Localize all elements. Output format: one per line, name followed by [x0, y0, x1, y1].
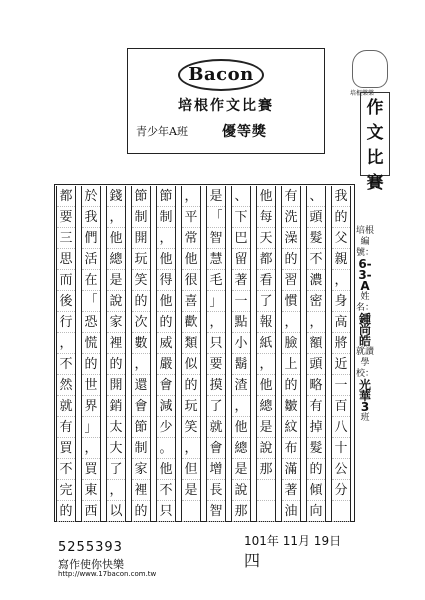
grid-cell: 濃 [307, 270, 325, 291]
grid-cell: 。 [157, 438, 175, 459]
grid-cell: 著 [282, 480, 300, 501]
grid-cell: 油 [282, 501, 300, 522]
grid-cell: ， [57, 333, 75, 354]
grid-cell: 節 [132, 186, 150, 207]
grid-cell: 智 [207, 501, 225, 522]
grid-cell [182, 501, 200, 522]
vertical-char: 賽 [366, 173, 384, 193]
grid-cell: 是 [207, 186, 225, 207]
grid-cell: 似 [182, 354, 200, 375]
grid-cell: 家 [132, 459, 150, 480]
grid-cell: 但 [182, 459, 200, 480]
grid-cell: ， [157, 228, 175, 249]
grid-cell: 的 [307, 459, 325, 480]
essay-column [131, 186, 151, 522]
grid-cell: 有 [307, 396, 325, 417]
grid-cell: 百 [332, 396, 350, 417]
grid-cell: 喜 [182, 291, 200, 312]
grid-cell: 次 [132, 312, 150, 333]
essay-column [306, 186, 326, 522]
student-info [356, 226, 375, 536]
grid-cell: 玩 [132, 249, 150, 270]
grid-cell: 略 [307, 375, 325, 396]
grid-cell: ， [182, 186, 200, 207]
grid-cell: ， [107, 480, 125, 501]
grid-cell: 的 [332, 207, 350, 228]
grid-cell: 三 [57, 228, 75, 249]
grid-cell: 增 [207, 459, 225, 480]
grid-cell: 習 [282, 270, 300, 291]
grid-cell: 一 [232, 291, 250, 312]
grid-cell: 十 [332, 438, 350, 459]
grid-cell: 分 [332, 480, 350, 501]
grid-cell: 高 [332, 312, 350, 333]
grid-cell: 鬍 [232, 354, 250, 375]
grid-cell: 的 [157, 312, 175, 333]
grid-cell: 我 [82, 207, 100, 228]
grid-cell: 一 [332, 375, 350, 396]
grid-cell: 我 [332, 186, 350, 207]
grid-cell: 們 [82, 228, 100, 249]
grid-cell: 不 [307, 249, 325, 270]
grid-cell: 「 [207, 207, 225, 228]
grid-cell: 少 [157, 417, 175, 438]
grid-cell: 界 [82, 396, 100, 417]
grid-cell: 留 [232, 249, 250, 270]
grid-cell: 節 [157, 186, 175, 207]
grid-cell: 買 [82, 459, 100, 480]
grid-cell [257, 480, 275, 501]
footer-url: http://www.17bacon.com.tw [58, 570, 157, 578]
grid-cell: 父 [332, 228, 350, 249]
grid-cell: 毛 [207, 270, 225, 291]
grid-cell: 他 [257, 186, 275, 207]
school-label: 就讀學校： [356, 347, 375, 379]
grade-number: 3 [360, 400, 370, 414]
grid-cell: 世 [82, 375, 100, 396]
grid-cell: 他 [232, 417, 250, 438]
grid-cell: 下 [232, 207, 250, 228]
grid-cell: 就 [207, 417, 225, 438]
grid-cell: 不 [57, 354, 75, 375]
grid-cell: 是 [182, 480, 200, 501]
grid-cell: 傾 [307, 480, 325, 501]
grid-cell: ， [282, 312, 300, 333]
grid-cell: 不 [157, 480, 175, 501]
grid-cell: 有 [282, 186, 300, 207]
grid-cell: 的 [282, 375, 300, 396]
grid-cell: 、 [307, 186, 325, 207]
grid-cell: 「 [82, 291, 100, 312]
grid-cell: 的 [132, 291, 150, 312]
grid-cell: 他 [157, 291, 175, 312]
grid-cell: ， [82, 438, 100, 459]
grid-cell: 」 [82, 417, 100, 438]
grid-cell: 的 [282, 249, 300, 270]
grid-cell: 數 [132, 333, 150, 354]
grid-cell: 都 [257, 249, 275, 270]
grid-cell: 大 [107, 438, 125, 459]
grid-cell: 澡 [282, 228, 300, 249]
grid-cell: 是 [257, 417, 275, 438]
grid-cell: 嚴 [157, 354, 175, 375]
grid-cell: 總 [107, 249, 125, 270]
grid-cell: 頭 [307, 207, 325, 228]
grid-cell: ， [132, 354, 150, 375]
grid-cell: 慣 [282, 291, 300, 312]
grid-cell: 髮 [307, 228, 325, 249]
grid-cell: 了 [257, 291, 275, 312]
grid-cell [257, 501, 275, 522]
page-number: 四 [244, 551, 261, 570]
grid-cell: 了 [207, 396, 225, 417]
grid-cell: 只 [207, 333, 225, 354]
grid-cell: 他 [157, 249, 175, 270]
grid-cell: 那 [232, 501, 250, 522]
grid-cell: 在 [82, 270, 100, 291]
grid-cell: ， [307, 312, 325, 333]
essay-column [231, 186, 251, 522]
grid-cell: 總 [257, 396, 275, 417]
grid-cell: 總 [232, 438, 250, 459]
grid-cell: 的 [82, 354, 100, 375]
grid-cell: 常 [182, 228, 200, 249]
grid-cell: 將 [332, 333, 350, 354]
grid-cell: 活 [82, 249, 100, 270]
essay-column [206, 186, 226, 522]
grid-cell: 買 [57, 438, 75, 459]
grid-cell: 那 [257, 459, 275, 480]
grid-cell: 每 [257, 207, 275, 228]
grid-cell: 慌 [82, 333, 100, 354]
number-label: 培根編號： [356, 226, 375, 258]
grid-cell: ， [232, 396, 250, 417]
grid-cell: 」 [207, 291, 225, 312]
grid-cell: 親 [332, 249, 350, 270]
vertical-char: 文 [366, 123, 384, 143]
contest-title: 培根作文比賽 [178, 98, 274, 114]
grid-cell: 後 [57, 291, 75, 312]
grid-cell: 制 [157, 207, 175, 228]
essay-column [256, 186, 276, 522]
vertical-char: 作 [366, 98, 384, 118]
document-code: 5255393 [58, 540, 123, 555]
grid-cell: 有 [57, 417, 75, 438]
grid-cell: 完 [57, 480, 75, 501]
grid-cell: 著 [232, 270, 250, 291]
grid-cell: ， [332, 270, 350, 291]
grid-cell: 要 [57, 207, 75, 228]
grid-cell: ， [257, 354, 275, 375]
grid-cell: 類 [182, 333, 200, 354]
grid-cell: 行 [57, 312, 75, 333]
header-box [127, 48, 325, 154]
student-name: 鍾尚皓 [358, 312, 371, 348]
grid-cell: 太 [107, 417, 125, 438]
essay-column [56, 186, 76, 522]
grid-cell: 滿 [282, 459, 300, 480]
grid-cell: 的 [107, 354, 125, 375]
school-name: 光華 [358, 378, 371, 403]
contest-vertical-title [360, 92, 390, 193]
essay-column [331, 186, 351, 522]
grid-cell: 掉 [307, 417, 325, 438]
grid-cell: 銷 [107, 396, 125, 417]
grid-cell: 於 [82, 186, 100, 207]
grid-cell: 玩 [182, 396, 200, 417]
grid-cell: 笑 [132, 270, 150, 291]
essay-column [106, 186, 126, 522]
grid-cell: 裡 [132, 480, 150, 501]
grid-cell: 然 [57, 375, 75, 396]
grid-cell: 都 [57, 186, 75, 207]
grid-cell: 說 [257, 438, 275, 459]
class-suffix: 班 [360, 413, 370, 423]
grid-cell: 西 [82, 501, 100, 522]
grid-cell: 巴 [232, 228, 250, 249]
grid-cell: 摸 [207, 375, 225, 396]
grid-cell: ， [182, 438, 200, 459]
grid-cell: 恐 [82, 312, 100, 333]
grid-cell: 皺 [282, 396, 300, 417]
grid-cell: 小 [232, 333, 250, 354]
grid-cell: 制 [132, 207, 150, 228]
grid-cell: 是 [107, 270, 125, 291]
grid-cell: 笑 [182, 417, 200, 438]
grid-cell: 看 [257, 270, 275, 291]
essay-column [81, 186, 101, 522]
grid-cell: 錢 [107, 186, 125, 207]
class-label: 青少年A班 [136, 125, 188, 138]
grid-cell: 長 [207, 480, 225, 501]
grid-cell: 的 [182, 375, 200, 396]
grid-cell: 報 [257, 312, 275, 333]
essay-column [156, 186, 176, 522]
grid-cell: 髮 [307, 438, 325, 459]
essay-column [181, 186, 201, 522]
grid-cell: 紙 [257, 333, 275, 354]
mascot-icon [352, 50, 388, 88]
grid-cell [332, 501, 350, 522]
grid-cell: 點 [232, 312, 250, 333]
grid-cell: 只 [157, 501, 175, 522]
grid-cell: 歡 [182, 312, 200, 333]
grid-cell: 臉 [282, 333, 300, 354]
grid-cell: 減 [157, 396, 175, 417]
grid-cell: 很 [182, 270, 200, 291]
grid-cell: 智 [207, 228, 225, 249]
grid-cell: ， [207, 312, 225, 333]
grid-cell: 就 [57, 396, 75, 417]
grid-cell: 得 [157, 270, 175, 291]
date-stamp: 101年 11月 19日 [244, 534, 342, 548]
grid-cell: 會 [132, 396, 150, 417]
grid-cell: 了 [107, 459, 125, 480]
grid-cell: 八 [332, 417, 350, 438]
grid-cell: 近 [332, 354, 350, 375]
award-label: 優等獎 [222, 124, 267, 140]
essay-column [281, 186, 301, 522]
grid-cell: 而 [57, 270, 75, 291]
grid-cell: 以 [107, 501, 125, 522]
grid-cell: 公 [332, 459, 350, 480]
grid-cell: 是 [232, 459, 250, 480]
grid-cell: 、 [232, 186, 250, 207]
grid-cell: 開 [132, 228, 150, 249]
grid-cell: 平 [182, 207, 200, 228]
mascot-caption: 培根樂樂 [350, 90, 375, 97]
grid-cell: 說 [107, 291, 125, 312]
grid-cell: 身 [332, 291, 350, 312]
grid-cell: 的 [57, 501, 75, 522]
grid-cell: 洗 [282, 207, 300, 228]
grid-cell: ， [107, 207, 125, 228]
grid-cell: 會 [207, 438, 225, 459]
grid-cell: 他 [107, 228, 125, 249]
grid-cell: 威 [157, 333, 175, 354]
footer-slogan: 寫作使你快樂 [58, 558, 124, 571]
grid-cell: 他 [257, 375, 275, 396]
grid-cell: 頭 [307, 354, 325, 375]
grid-cell: 不 [57, 459, 75, 480]
grid-cell: 會 [157, 375, 175, 396]
bacon-logo: Bacon [178, 59, 264, 91]
grid-cell: 制 [132, 438, 150, 459]
grid-cell: 說 [232, 480, 250, 501]
grid-cell: 天 [257, 228, 275, 249]
vertical-char: 比 [366, 148, 384, 168]
grid-cell: 慧 [207, 249, 225, 270]
grid-cell: 裡 [107, 333, 125, 354]
grid-cell: 他 [182, 249, 200, 270]
grid-cell: 思 [57, 249, 75, 270]
grid-cell: 密 [307, 291, 325, 312]
grid-cell: 節 [132, 417, 150, 438]
grid-cell: 開 [107, 375, 125, 396]
grid-cell: 的 [132, 501, 150, 522]
grid-cell: 布 [282, 438, 300, 459]
grid-cell: 他 [157, 459, 175, 480]
grid-cell: 上 [282, 354, 300, 375]
name-label: 姓名： [356, 292, 375, 313]
grid-cell: 還 [132, 375, 150, 396]
grid-cell: 東 [82, 480, 100, 501]
grid-cell: 紋 [282, 417, 300, 438]
grid-cell: 要 [207, 354, 225, 375]
grid-cell: 向 [307, 501, 325, 522]
grid-cell: 額 [307, 333, 325, 354]
student-number: 6-3-A [358, 257, 372, 293]
grid-cell: 家 [107, 312, 125, 333]
grid-cell: 渣 [232, 375, 250, 396]
